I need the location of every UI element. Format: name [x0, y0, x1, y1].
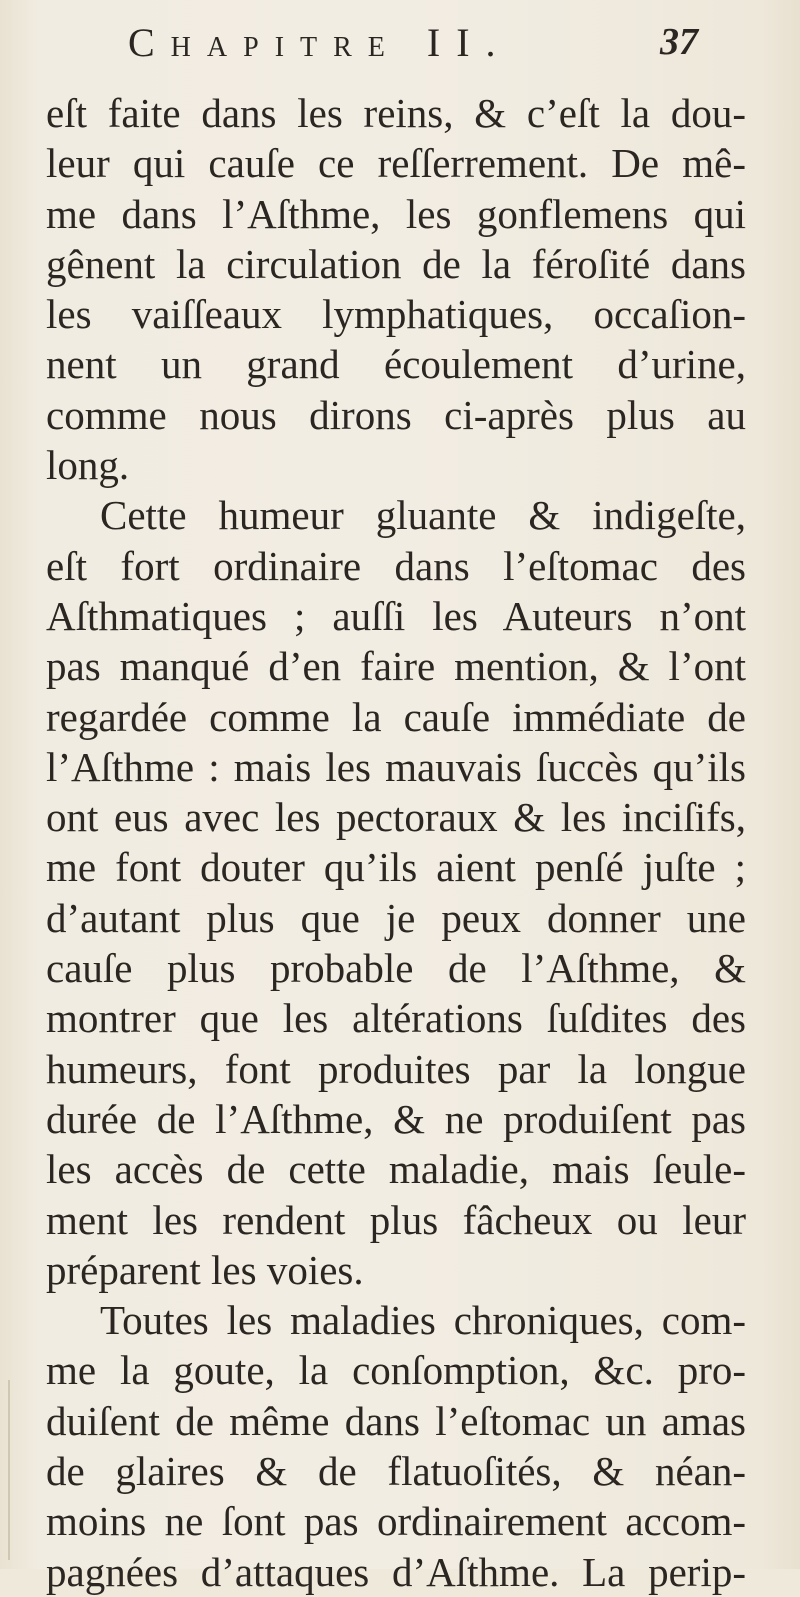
text-line: pagnées d’attaques d’Aſthme. La perip- [46, 1548, 746, 1595]
text-line: eſt fort ordinaire dans l’eſtomac des [46, 542, 746, 589]
page-number: 37 [660, 21, 698, 63]
text-line: les accès de cette maladie, mais ſeule- [46, 1146, 746, 1193]
text-line: d’autant plus que je peux donner une [46, 894, 746, 941]
text-line: durée de l’Aſthme, & ne produiſent pas [46, 1095, 746, 1142]
text-line: duiſent de même dans l’eſtomac un amas [46, 1397, 746, 1444]
running-title: Chapitre II. [128, 19, 512, 65]
text-line: pas manqué d’en faire mention, & l’ont [46, 643, 746, 690]
text-line: moins ne ſont pas ordinairement accom- [46, 1498, 746, 1545]
text-line: les vaiſſeaux lymphatiques, occaſion- [46, 291, 746, 338]
text-line: long. [46, 442, 130, 489]
text-line: ont eus avec les pectoraux & les inciſifs, [46, 794, 746, 841]
paragraph-start-line: Toutes les maladies chroniques, com- [100, 1297, 746, 1344]
text-line: de glaires & de flatuoſités, & néan- [46, 1448, 746, 1495]
text-line: Aſthmatiques ; auſſi les Auteurs n’ont [46, 592, 746, 639]
text-line: préparent les voies. [46, 1246, 364, 1293]
text-line: regardée comme la cauſe immédiate de [46, 693, 746, 740]
text-line: comme nous dirons ci-après plus au [46, 391, 746, 438]
text-line: me font douter qu’ils aient penſé juſte ; [46, 844, 746, 891]
text-line: me dans l’Aſthme, les gonflemens qui [46, 190, 746, 237]
text-line: l’Aſthme : mais les mauvais ſuccès qu’ils [46, 743, 746, 790]
text-line: humeurs, font produites par la longue [46, 1045, 746, 1092]
body-text [46, 88, 746, 1597]
page-edge-shadow [8, 1380, 10, 1560]
page-header [128, 14, 698, 70]
text-line: montrer que les altérations ſuſdites des [46, 995, 746, 1042]
text-line: eſt faite dans les reins, & c’eſt la dou- [46, 90, 746, 136]
text-line: leur qui cauſe ce reſſerrement. De mê- [46, 140, 746, 187]
text-line: me la goute, la conſomption, &c. pro- [46, 1347, 746, 1394]
text-line: cauſe plus probable de l’Aſthme, & [46, 945, 746, 992]
paragraph-start-line: Cette humeur gluante & indigeſte, [100, 492, 746, 539]
text-line: gênent la circulation de la féroſité dans [46, 240, 746, 287]
text-line: ment les rendent plus fâcheux ou leur [46, 1196, 746, 1243]
text-line: nent un grand écoulement d’urine, [46, 341, 746, 388]
